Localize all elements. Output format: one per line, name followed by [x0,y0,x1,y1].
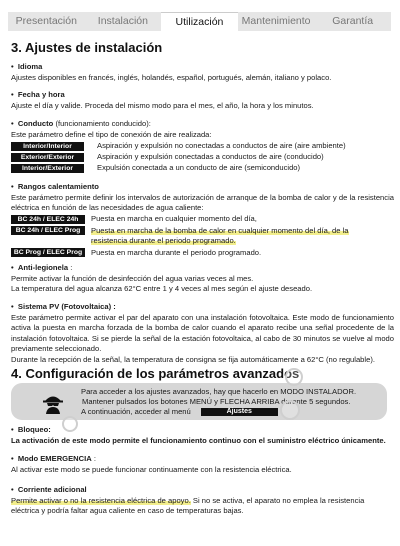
fecha-block [11,90,394,111]
rangos-intro: Este parámetro permite definir los intervalos de autorización de arranque de la bomba de calor y de la resistencia eléctrica en función de las necesidades de agua caliente: [11,192,394,213]
legionela-line1: Permite activar la función de desinfección del agua varias veces al mes. [11,273,254,283]
emergencia-suffix: : [91,454,96,463]
legionela-title: Anti-legionela [17,263,69,272]
legionela-line2: La temperatura del agua alcanza 62°C entre 1 y 4 veces al mes según el ajuste deseado. [11,284,313,294]
tab-presentacion[interactable]: Presentación [15,15,77,27]
idioma-title: • Idioma [11,62,394,73]
corriente-text-highlight: Permite activar o no la resistencia eléctrica de apoyo. [11,495,191,505]
corriente-text: Si no se activa, el aparato no emplea la resistencia eléctrica y podría faltar agua caliente en caso de temperaturas bajas. [11,495,365,516]
conducto-title: Conducto [17,119,54,128]
tab-utilizacion[interactable]: Utilización [161,12,238,31]
section-4-title: 4. Configuración de los parámetros avanzados [11,366,300,381]
rangos-row [11,248,394,258]
conducto-row [11,141,394,151]
touch-marker [280,400,300,420]
rangos-row-text: Puesta en marcha durante el periodo programado. [91,247,262,257]
rangos-row-text: Puesta en marcha de la bomba de calor en cualquier momento del día, de la [91,225,349,235]
conducto-row [11,152,394,162]
pv-title: • Sistema PV (Fotovoltaica) : [11,302,394,313]
conducto-row-text: Aspiración y expulsión no conectadas a conductos de aire (aire ambiente) [97,140,346,150]
emergencia-title: Modo EMERGENCIA [17,454,92,463]
conducto-block [11,119,394,173]
legionela-suffix: : [68,263,73,272]
tab-mantenimiento[interactable]: Mantenimiento [241,15,311,27]
installer-info-box [11,383,387,420]
bloqueo-title: • Bloqueo: [11,425,394,436]
pv-text2: Durante la recepción de la señal, la temperatura de consigna se fija automáticamente a 62°C (no regulable). [11,354,375,364]
rangos-tag: BC 24h / ELEC 24h [11,215,85,224]
tab-bar [8,12,391,31]
emergencia-block [11,454,394,475]
touch-marker [62,416,78,432]
conducto-tag: Exterior/Exterior [11,153,84,162]
bloqueo-text: La activación de este modo permite el funcionamiento continuo con el suministro eléctrico únicamente. [11,435,386,445]
conducto-row-text: Aspiración y expulsión conectadas a conductos de aire (conducido) [97,151,324,161]
conducto-tag: Interior/Interior [11,142,84,151]
ajustes-menu-tag: Ajustes [201,408,278,416]
pv-block [11,302,394,366]
installer-mode-icon [41,390,65,414]
conducto-row [11,163,394,173]
idioma-block [11,62,394,83]
rangos-row [11,215,394,225]
tab-instalacion[interactable]: Instalación [97,15,148,27]
emergencia-text: Al activar este modo se puede funcionar continuamente con la resistencia eléctrica. [11,464,292,474]
info-line3: A continuación, acceder al menú [81,407,191,417]
legionela-block [11,263,394,295]
rangos-row [11,226,394,247]
info-line2: Mantener pulsados los botones MENÚ y FLECHA ARRIBA durante 5 segundos. [82,397,351,407]
pv-text: Este parámetro permite activar el par del aparato con una instalación fotovoltaica. Este modo de funcionamiento activa la puesta en marcha forzada de la bomba de calor cuando el aparato recibe una señal procedente de la instalación fotovoltaica. Si se pierde la señal de la estación fotovoltaica, al cabo de 30 minutos se vuelve al modo previamente seleccionado. [11,312,394,354]
info-line1: Para acceder a los ajustes avanzados, hay que hacerlo en MODO INSTALADOR. [81,387,357,396]
rangos-block [11,182,394,258]
rangos-tag: BC Prog / ELEC Prog [11,248,85,257]
touch-marker [285,368,303,386]
conducto-subtitle: (funcionamiento conducido): [53,119,151,128]
fecha-title: • Fecha y hora [11,90,394,101]
conducto-intro: Este parámetro define el tipo de conexión de aire realizada: [11,129,212,139]
rangos-row-text-2: resistencia durante el periodo programado. [91,236,236,246]
fecha-text: Ajuste el día y valide. Proceda del mismo modo para el mes, el año, la hora y los minutos. [11,100,314,110]
rangos-title: • Rangos calentamiento [11,182,394,193]
conducto-row-text: Expulsión conectada a un conducto de aire (semiconducido) [97,162,301,172]
tab-garantia[interactable]: Garantía [332,15,374,27]
idioma-text: Ajustes disponibles en francés, inglés, holandés, español, portugués, alemán, italiano y polaco. [11,72,332,82]
corriente-title: • Corriente adicional [11,485,394,496]
section-3-title: 3. Ajustes de instalación [11,40,163,55]
rangos-tag: BC 24h / ELEC Prog [11,226,85,235]
rangos-row-text: Puesta en marcha en cualquier momento del día, [91,214,257,224]
corriente-block [11,485,394,517]
conducto-tag: Interior/Exterior [11,164,84,173]
